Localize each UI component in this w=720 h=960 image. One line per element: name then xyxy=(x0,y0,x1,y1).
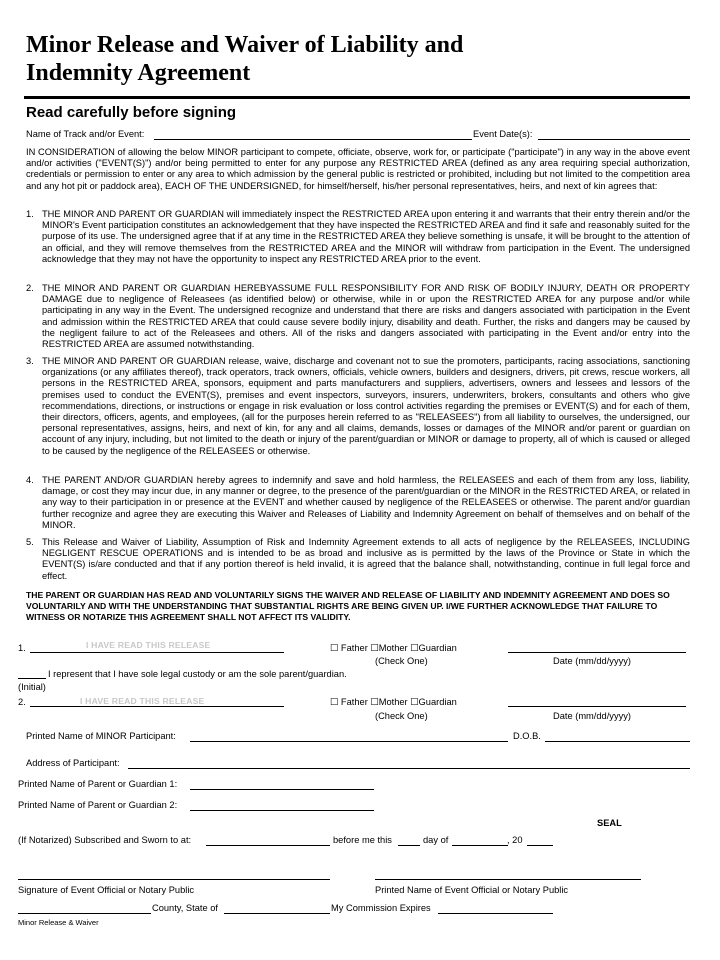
clause-5 xyxy=(26,537,690,582)
event-dates-label: Event Date(s): xyxy=(473,129,533,139)
commission-field[interactable] xyxy=(438,913,553,914)
clause-1 xyxy=(26,209,690,265)
signature-2-line[interactable] xyxy=(30,706,284,707)
notary-day-of-label: day of xyxy=(423,835,449,845)
footer-label: Minor Release & Waiver xyxy=(18,918,99,927)
clause-number: 4. xyxy=(26,475,34,485)
clause-text: This Release and Waiver of Liability, Assumption of Risk and Indemnity Agreement extends to all acts of negligence by the RELEASEES, INCLUDING NEGLIGENT RESCUE OPERATIONS and is intended to be as broad and inclusive as is permitted by the laws of the Province or State in which the EVENT(S) is/are conducted and that if any portion thereof is held invalid, it is agreed that the balance shall, notwithstanding, continue in full legal force and effect. xyxy=(42,537,690,581)
signature-2-placeholder: I HAVE READ THIS RELEASE xyxy=(80,696,205,706)
commission-label: My Commission Expires xyxy=(331,903,431,913)
signature-2-date-line[interactable] xyxy=(508,706,686,707)
signature-2-relation[interactable]: ☐ Father ☐Mother ☐Guardian xyxy=(330,697,457,707)
subtitle: Read carefully before signing xyxy=(26,104,237,121)
parent-1-field[interactable] xyxy=(190,789,374,790)
official-signature-line[interactable] xyxy=(18,879,330,880)
state-field[interactable] xyxy=(224,913,330,914)
dob-field[interactable] xyxy=(545,741,690,742)
official-name-label: Printed Name of Event Official or Notary Public xyxy=(375,885,569,895)
seal-label: SEAL xyxy=(597,818,622,828)
notary-sworn-label: (If Notarized) Subscribed and Sworn to at: xyxy=(18,835,192,845)
official-name-line[interactable] xyxy=(375,879,641,880)
track-event-field[interactable] xyxy=(154,139,472,140)
county-field[interactable] xyxy=(18,913,151,914)
signature-1-line[interactable] xyxy=(30,652,284,653)
signature-2-check-one: (Check One) xyxy=(375,711,428,721)
parent-2-label: Printed Name of Parent or Guardian 2: xyxy=(18,800,178,810)
signature-1-check-one: (Check One) xyxy=(375,656,428,666)
notary-year-label: , 20 xyxy=(507,835,523,845)
county-label: County, State of xyxy=(152,903,218,913)
dob-label: D.O.B. xyxy=(513,731,541,741)
minor-name-label: Printed Name of MINOR Participant: xyxy=(26,731,176,741)
parent-1-label: Printed Name of Parent or Guardian 1: xyxy=(18,779,178,789)
clause-4 xyxy=(26,475,690,531)
signature-1-relation[interactable]: ☐ Father ☐Mother ☐Guardian xyxy=(330,643,457,653)
signature-2-number: 2. xyxy=(18,697,26,707)
document-title-line-1: Minor Release and Waiver of Liability and xyxy=(26,32,464,58)
clause-number: 3. xyxy=(26,356,34,366)
custody-statement: I represent that I have sole legal custody or am the sole parent/guardian. xyxy=(48,669,347,679)
minor-name-field[interactable] xyxy=(190,741,508,742)
signature-1-placeholder: I HAVE READ THIS RELEASE xyxy=(86,640,211,650)
clause-text: THE MINOR AND PARENT OR GUARDIAN HEREBYASSUME FULL RESPONSIBILITY FOR AND RISK OF BODILY INJURY, DEATH OR PROPERTY DAMAGE due to negligence of Releasees (as identified below) or otherwise, while in or upon the RESTRICTED AREA for any purpose and/or while participating in any way in the Event. The undersigned recognize and understand that there are risks and dangers associated with participation in the Event and admission within the RESTRICTED AREA that could cause severe bodily injury, disability and death. Further, the risks and dangers may be caused by the negligent failure to act of the Releasees and others. All of the risks and dangers associated with participating in the Event and/or entry into the RESTRICTED AREA are assumed notwithstanding. xyxy=(42,283,690,350)
custody-initial-line[interactable] xyxy=(18,678,46,679)
notary-before-label: before me this xyxy=(333,835,392,845)
acknowledgement: THE PARENT OR GUARDIAN HAS READ AND VOLUNTARILY SIGNS THE WAIVER AND RELEASE OF LIABILITY AND INDEMNITY AGREEMENT AND DOES SO VOLUNTARILY AND WITH THE UNDERSTANDING THAT SUBSTANTIAL RIGHTS ARE BEING GIVEN UP. I/WE FURTHER ACKNOWLEDGE THAT FAILURE TO WITNESS OR NOTARIZE THIS AGREEMENT SHALL NOT AFFECT ITS VALIDITY. xyxy=(26,590,670,622)
signature-1-number: 1. xyxy=(18,643,26,653)
title-divider xyxy=(24,96,690,99)
clause-text: THE MINOR AND PARENT OR GUARDIAN will immediately inspect the RESTRICTED AREA upon entering it and warrants that their entry therein and/or the MINOR's Event participation constitutes an acknowledgement that they have inspected the RESTRICTED AREA and find it safe and reasonably suited for the purpose of its use. The undersigned agree that if at any time in the RESTRICTED AREA they believe something is unsafe, it will be brought to the attention of an official, and they will remove themselves from the RESTRICTED AREA and the MINOR will withdraw from participation in the Event. The undersigned acknowledge that they may not have the opportunity to inspect any RESTRICTED AREA prior to the event. xyxy=(42,209,690,264)
clause-number: 5. xyxy=(26,537,34,547)
initial-label: (Initial) xyxy=(18,682,46,692)
track-event-label: Name of Track and/or Event: xyxy=(26,129,145,139)
address-label: Address of Participant: xyxy=(26,758,120,768)
event-dates-field[interactable] xyxy=(538,139,690,140)
document-title xyxy=(26,31,626,87)
official-signature-label: Signature of Event Official or Notary Public xyxy=(18,885,195,895)
signature-1-date-line[interactable] xyxy=(508,652,686,653)
intro-paragraph: IN CONSIDERATION of allowing the below MINOR participant to compete, officiate, observe, work for, or participate ("participate") in any way in the above event and/or activities ("EVENT(S)") and/or being permitted to enter for any purpose any RESTRICTED AREA (defined as any area requiring special authorization, credentials or permission to enter or any area to which admission by the general public is restricted or prohibited, including but not limited to the competition area and any hot pit or paddock area), EACH OF THE UNDERSIGNED, for himself/herself, his/her personal representatives, heirs, and next of kin agrees that: xyxy=(26,147,690,191)
clause-text: THE PARENT AND/OR GUARDIAN hereby agrees to indemnify and save and hold harmless, the RELEASEES and each of them from any loss, liability, damage, or cost they may incur due, in any manner or degree, to the presence of the parent/guardian or the MINOR in the RESTRICTED AREA, or related in any way to their participation in or presence at the EVENT and whether caused by negligence of the RELEASEES or otherwise. The parent and/or guardian further recognize and agree they are executing this Waiver and Releases of Liability and Indemnity Agreement on behalf of themselves and on behalf of the MINOR. xyxy=(42,475,690,530)
clause-number: 2. xyxy=(26,283,34,293)
signature-2-date-label: Date (mm/dd/yyyy) xyxy=(553,711,632,721)
notary-day-field[interactable] xyxy=(398,845,420,846)
notary-year-field[interactable] xyxy=(527,845,553,846)
clause-text: THE MINOR AND PARENT OR GUARDIAN release, waive, discharge and covenant not to sue the promoters, participants, racing associations, sanctioning organizations (or any affiliates thereof), track operators, track owners, officials, vehicle owners, builders and designers, drivers, pit crews, rescue workers, all persons in the RESTRICTED AREA, sponsors, equipment and parts manufacturers and suppliers, advertisers, owners and lessees and lessors of the premises used to conduct the EVENT(S), premises and event inspectors, surveyors, insurers, underwriters, brokers, consultants and others who give recommendations, directions, or instructions or engage in risk evaluation or loss control activities regarding the premises or EVENT(S) and for each of them, their directors, officers, agents, and employees, (all for the purposes herein referred to as "RELEASEES") from all liability to ourselves, the undersigned, our personal representatives, assigns, heirs, and next of kin, for any and all claims, demands, losses or damages of the MINOR and/or parent or guardian on account of any injury, including, but not limited to the death or injury of the parent/guardian or MINOR or damage to property, all of which is caused or alleged to be caused by the negligence of the RELEASEES or otherwise. xyxy=(42,356,690,456)
clause-number: 1. xyxy=(26,209,34,219)
clause-3 xyxy=(26,356,690,457)
document-title-line-2: Indemnity Agreement xyxy=(26,60,251,86)
address-field[interactable] xyxy=(128,768,690,769)
clause-2 xyxy=(26,283,690,350)
parent-2-field[interactable] xyxy=(190,810,374,811)
notary-location-field[interactable] xyxy=(206,845,330,846)
signature-1-date-label: Date (mm/dd/yyyy) xyxy=(553,656,632,666)
notary-month-field[interactable] xyxy=(452,845,508,846)
